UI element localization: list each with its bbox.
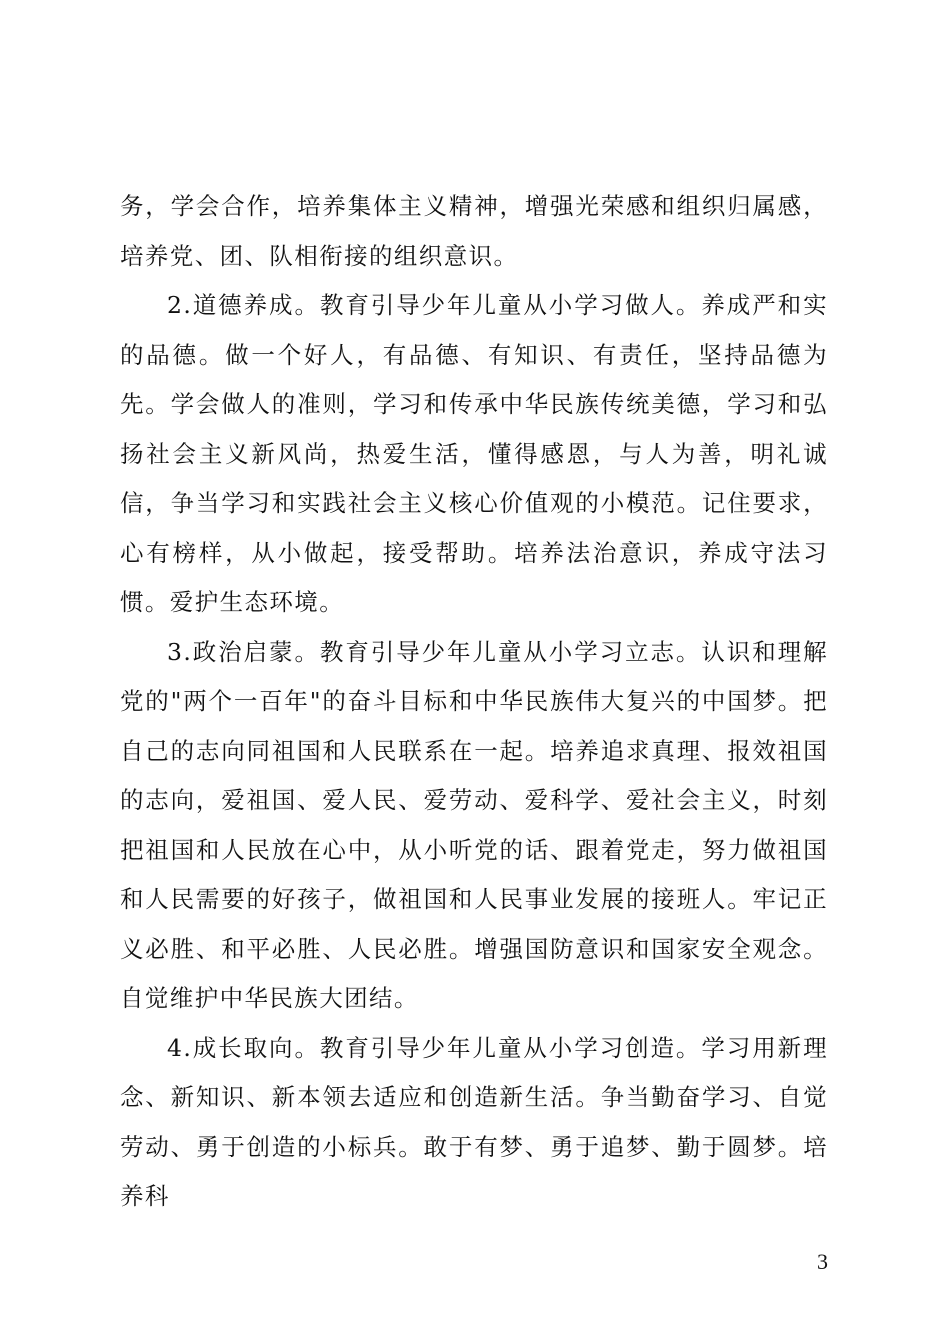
body-text (120, 182, 828, 1222)
paragraph-organization-consciousness: 务，学会合作，培养集体主义精神，增强光荣感和组织归属感，培养党、团、队相衔接的组织意识。 (120, 192, 828, 270)
paragraph-growth-orientation: 4.成长取向。教育引导少年儿童从小学习创造。学习用新理念、新知识、新本领去适应和创造新生活。争当勤奋学习、自觉劳动、勇于创造的小标兵。敢于有梦、勇于追梦、勤于圆梦。培养科 (120, 1033, 828, 1210)
page-number: 3 (817, 1249, 828, 1274)
paragraph-political-enlightenment: 3.政治启蒙。教育引导少年儿童从小学习立志。认识和理解党的"两个一百年"的奋斗目标和中华民族伟大复兴的中国梦。把自己的志向同祖国和人民联系在一起。培养追求真理、报效祖国的志向，爱祖国、爱人民、爱劳动、爱科学、爱社会主义，时刻把祖国和人民放在心中，从小听党的话、跟着党走，努力做祖国和人民需要的好孩子，做祖国和人民事业发展的接班人。牢记正义必胜、和平必胜、人民必胜。增强国防意识和国家安全观念。自觉维护中华民族大团结。 (120, 637, 828, 1012)
paragraph-moral-cultivation: 2.道德养成。教育引导少年儿童从小学习做人。养成严和实的品德。做一个好人，有品德、有知识、有责任，坚持品德为先。学会做人的准则，学习和传承中华民族传统美德，学习和弘扬社会主义新风尚，热爱生活，懂得感恩，与人为善，明礼诚信，争当学习和实践社会主义核心价值观的小模范。记住要求，心有榜样，从小做起，接受帮助。培养法治意识，养成守法习惯。爱护生态环境。 (120, 291, 828, 616)
